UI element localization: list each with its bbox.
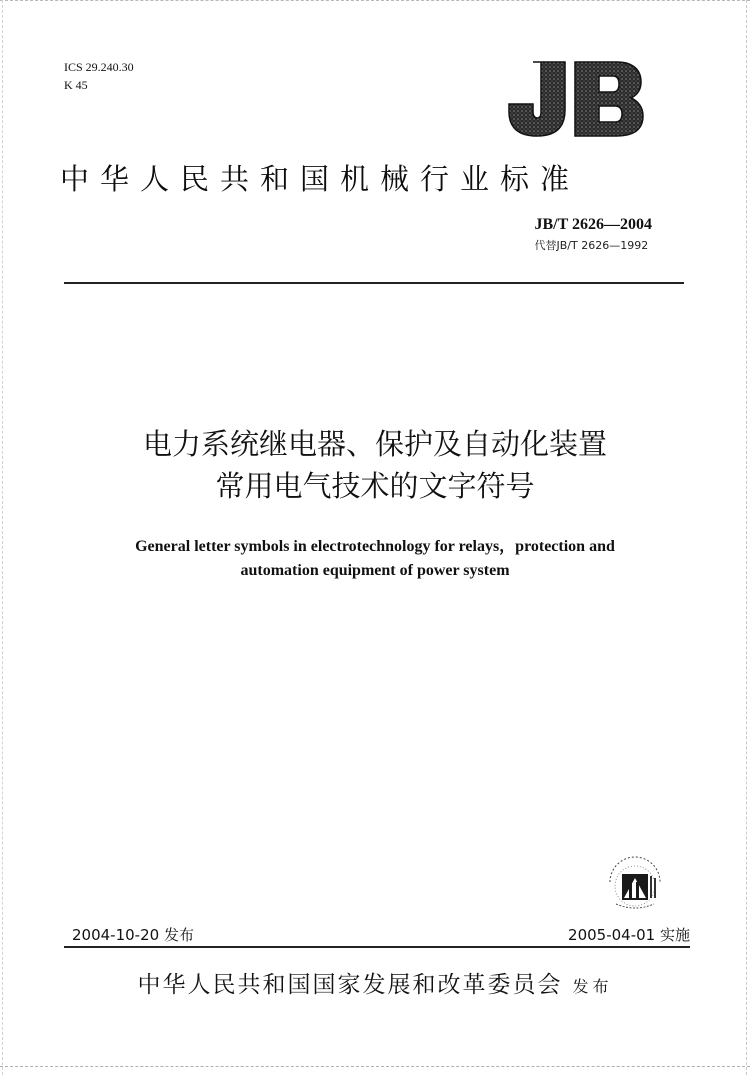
issue-date: 2004-10-20 发布 bbox=[72, 926, 194, 944]
implementation-date: 2005-04-01 实施 bbox=[568, 926, 690, 944]
english-title-line-1: General letter symbols in electrotechnology for relays，protection and bbox=[135, 538, 615, 555]
standard-number-block bbox=[535, 216, 653, 253]
chinese-title bbox=[0, 423, 750, 507]
scan-edge-top bbox=[0, 0, 750, 3]
replaces-standard: 代替JB/T 2626—1992 bbox=[534, 239, 649, 252]
classification-codes bbox=[64, 58, 134, 94]
header-divider bbox=[64, 282, 684, 284]
ccs-code: K 45 bbox=[64, 78, 88, 92]
jb-logo-icon bbox=[505, 58, 645, 138]
issuer-action: 发布 bbox=[572, 977, 613, 996]
scan-edge-bottom bbox=[0, 1066, 750, 1068]
english-title bbox=[70, 535, 680, 583]
scan-edge-left bbox=[2, 0, 4, 1075]
issuer-name: 中华人民共和国国家发展和改革委员会 bbox=[137, 972, 563, 998]
ics-code: ICS 29.240.30 bbox=[64, 60, 134, 74]
english-title-line-2: automation equipment of power system bbox=[240, 562, 510, 579]
issuing-authority bbox=[0, 966, 750, 999]
scan-edge-right bbox=[746, 0, 748, 1075]
ministry-emblem-icon bbox=[600, 852, 670, 914]
standard-number: JB/T 2626—2004 bbox=[534, 216, 652, 233]
chinese-title-line-1: 电力系统继电器、保护及自动化装置 bbox=[142, 427, 607, 461]
industry-standard-title: 中华人民共和国机械行业标准 bbox=[60, 162, 581, 196]
chinese-title-line-2: 常用电气技术的文字符号 bbox=[215, 469, 535, 503]
footer-divider bbox=[64, 946, 690, 948]
